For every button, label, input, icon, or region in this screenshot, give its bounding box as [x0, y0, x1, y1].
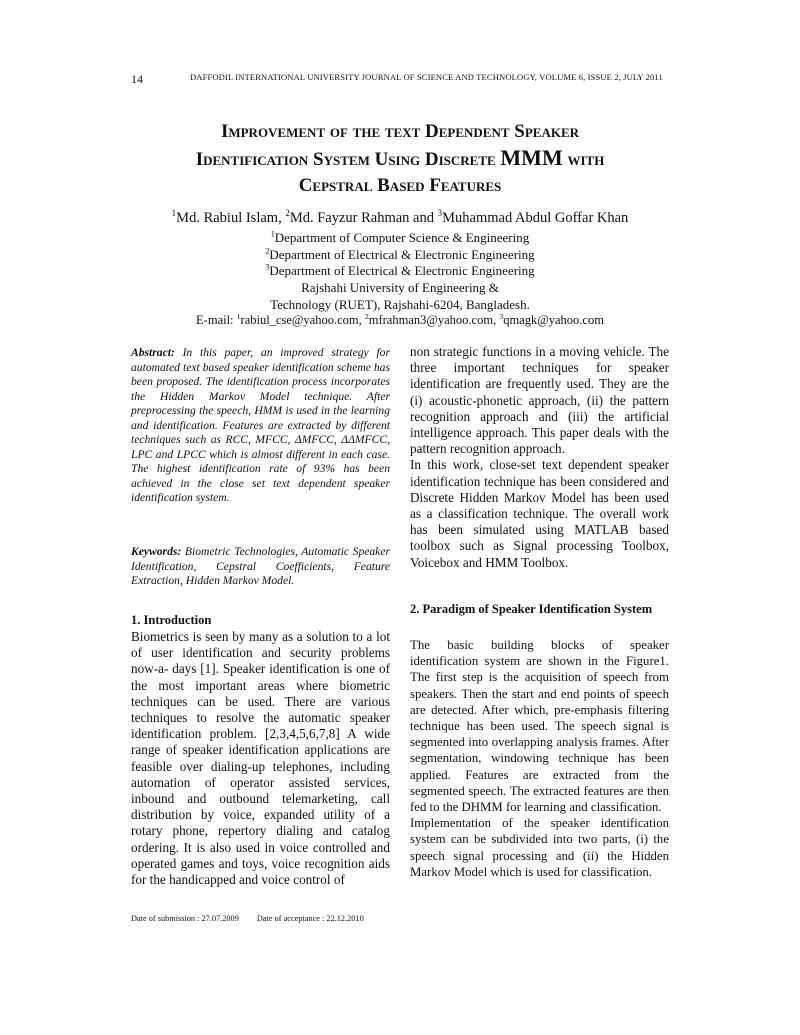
abstract — [131, 346, 390, 506]
page-number: 14 — [131, 72, 143, 86]
email-line — [100, 313, 700, 328]
section-2-text — [410, 637, 669, 880]
submission-date: Date of submission : 27.07.2009 — [131, 914, 239, 923]
title-line-1: Improvement of the text Dependent Speaker — [220, 121, 580, 142]
introduction-heading: 1. Introduction — [131, 613, 212, 627]
author-2: Md. Fayzur Rahman and — [289, 210, 438, 226]
email-3-marker: 3 — [499, 311, 504, 321]
title-line-2-part-b: MMM — [500, 145, 563, 170]
affiliation-2 — [100, 247, 700, 263]
right-column-text — [410, 344, 669, 571]
section-2-heading: 2. Paradigm of Speaker Identification System — [410, 602, 653, 616]
affiliation-1 — [100, 230, 700, 246]
author-1-marker: 1 — [171, 208, 177, 219]
affiliation-1-marker: 1 — [270, 229, 275, 239]
email-label: E-mail: — [196, 313, 237, 327]
running-head: DAFFODIL INTERNATIONAL UNIVERSITY JOURNAL OF SCIENCE AND TECHNOLOGY, VOLUME 6, ISSUE 2, JULY 2011 — [190, 72, 663, 82]
acceptance-date: Date of acceptance : 22.12.2010 — [256, 914, 364, 923]
email-2-marker: 2 — [364, 311, 369, 321]
title-line-2 — [110, 145, 690, 173]
author-1: Md. Rabiul Islam, — [176, 210, 286, 226]
right-paragraph-2: In this work, close-set text dependent speaker identification technique has been considered and Discrete Hidden Markov Model has been used as a classification technique. The overall work has been simulated using MATLAB based toolbox such as Signal processing Toolbox, Voicebox and HMM Toolbox. — [410, 457, 669, 570]
institution-line-1: Rajshahi University of Engineering & — [301, 280, 499, 295]
keywords — [131, 545, 390, 589]
keywords-label: Keywords: — [131, 545, 182, 558]
affiliation-3 — [100, 263, 700, 279]
author-2-marker: 2 — [285, 208, 290, 219]
section-2-paragraph-1: The basic building blocks of speaker identification system are shown in the Figure1. The first step is the acquisition of speech from speakers. Then the start and end points of speech are detected. After which, pre-emphasis filtering technique has been used. The speech signal is segmented into overlapping analysis frames. After segmentation, windowing technique has been applied. Features are extracted from the segmented speech. The extracted features are then fed to the DHMM for learning and classification. — [410, 638, 669, 815]
email-3: qmagk@yahoo.com — [503, 313, 604, 327]
title-line-2-part-c: with — [567, 149, 605, 170]
affiliation-3-text: Department of Electrical & Electronic Engineering — [269, 263, 535, 278]
affiliation-2-marker: 2 — [265, 246, 270, 256]
affiliation-2-text: Department of Electrical & Electronic Engineering — [269, 247, 535, 262]
paper-title — [110, 119, 690, 199]
email-1-marker: 1 — [236, 311, 241, 321]
section-2-paragraph-2: Implementation of the speaker identification system can be subdivided into two parts, (i) the speech signal processing and (ii) the Hidden Markov Model which is used for classification. — [410, 816, 669, 879]
title-line-2-part-a: Identification System Using Discrete — [195, 149, 496, 170]
author-3-marker: 3 — [437, 208, 443, 219]
email-1: rabiul_cse@yahoo.com, — [240, 313, 365, 327]
introduction-text: Biometrics is seen by many as a solution to a lot of user identification and security problems now-a- days [1]. Speaker identification is one of the most important areas where biometric techniques can be used. There are various techniques to resolve the automatic speaker identification problem. [2,3,4,5,6,7,8] A wide range of speaker identification applications are feasible over dialing-up telephones, including automation of operator assisted services, inbound and outbound telemarketing, call distribution by voice, expanded utility of a rotary phone, repertory dialing and catalog ordering. It is also used in voice controlled and operated games and toys, voice recognition aids for the handicapped and voice control of — [131, 629, 390, 888]
email-2: mfrahman3@yahoo.com, — [368, 313, 500, 327]
abstract-label: Abstract: — [131, 346, 175, 359]
keywords-text: Biometric Technologies, Automatic Speaker Identification, Cepstral Coefficients, Feature Extraction, Hidden Markov Model. — [131, 545, 390, 587]
author-3: Muhammad Abdul Goffar Khan — [442, 210, 629, 226]
author-list — [100, 210, 700, 227]
footer-dates — [131, 914, 364, 923]
institution-line-2: Technology (RUET), Rajshahi-6204, Bangladesh. — [270, 297, 530, 312]
right-paragraph-1: non strategic functions in a moving vehicle. The three important techniques for speaker identification are frequently used. They are the (i) acoustic-phonetic approach, (ii) the pattern recognition approach and (iii) the artificial intelligence approach. This paper deals with the pattern recognition approach. — [410, 344, 669, 457]
affiliation-1-text: Department of Computer Science & Engineering — [274, 230, 530, 245]
title-line-3: Cepstral Based Features — [298, 175, 502, 196]
abstract-text: In this paper, an improved strategy for automated text based speaker identification scheme has been proposed. The identification process incorporates the Hidden Markov Model technique. After preprocessing the speech, HMM is used in the learning and identification. Features are extracted by different techniques such as RCC, MFCC, ΔMFCC, ΔΔMFCC, LPC and LPCC which is almost different in each case. The highest identification rate of 93% has been achieved in the close set text dependent speaker identification system. — [131, 346, 390, 504]
affiliation-3-marker: 3 — [265, 262, 270, 272]
